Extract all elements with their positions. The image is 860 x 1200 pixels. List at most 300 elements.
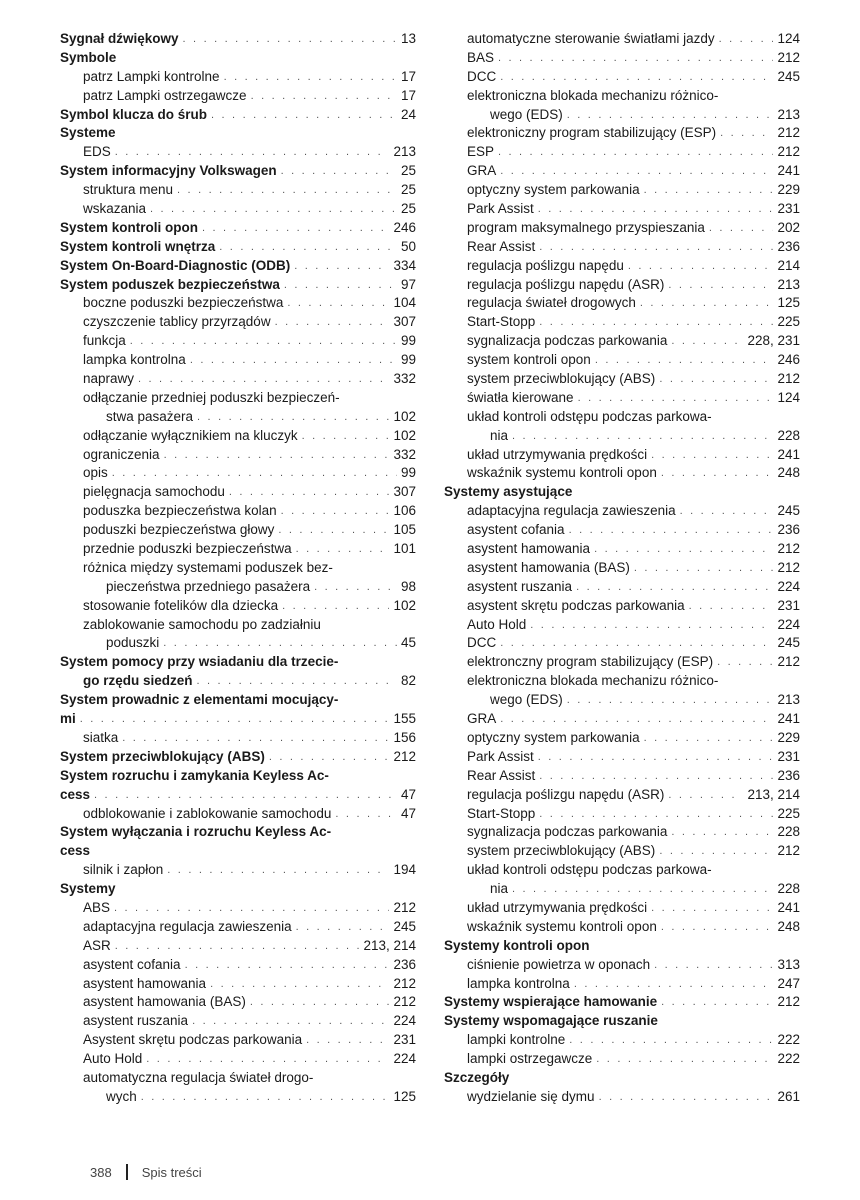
dot-leader [640, 294, 774, 313]
dot-leader [138, 370, 389, 389]
entry-page: 212 [777, 144, 800, 160]
entry-page: 213 [393, 144, 416, 160]
entry-term: układ kontroli odstępu podczas parkowa- [467, 862, 712, 878]
dot-leader [211, 106, 397, 125]
index-entry [60, 767, 416, 786]
index-entry [444, 748, 800, 767]
index-entry [60, 408, 416, 427]
entry-term: sygnalizacja podczas parkowania [467, 824, 668, 840]
entry-term: ciśnienie powietrza w oponach [467, 956, 651, 972]
index-entry [444, 464, 800, 483]
dot-leader [163, 635, 397, 654]
entry-term: Park Assist [467, 748, 534, 764]
entry-page: 17 [400, 68, 416, 84]
index-entry [60, 861, 416, 880]
dot-leader [335, 805, 397, 824]
index-entry [444, 993, 800, 1012]
entry-term: elektroniczna blokada mechanizu różnico- [467, 673, 719, 689]
index-entry [444, 181, 800, 200]
entry-term: Start-Stopp [467, 805, 536, 821]
entry-term: GRA [467, 163, 497, 179]
entry-term: Systeme [60, 125, 116, 141]
index-entry [444, 672, 800, 691]
entry-page: 245 [777, 635, 800, 651]
dot-leader [661, 464, 774, 483]
dot-leader [594, 540, 773, 559]
entry-term: naprawy [83, 371, 135, 387]
dot-leader [141, 1088, 390, 1107]
index-entry [60, 87, 416, 106]
page-footer [90, 1164, 202, 1180]
index-entry [444, 653, 800, 672]
entry-term: regulacja poślizgu napędu (ASR) [467, 786, 665, 802]
index-entry [60, 653, 416, 672]
dot-leader [197, 408, 389, 427]
entry-term: odłączanie wyłącznikiem na kluczyk [83, 427, 298, 443]
entry-page: 332 [393, 446, 416, 462]
index-entry [60, 748, 416, 767]
entry-term: boczne poduszki bezpieczeństwa [83, 295, 284, 311]
entry-page: 104 [393, 295, 416, 311]
entry-page: 125 [777, 295, 800, 311]
entry-page: 125 [393, 1088, 416, 1104]
entry-term: układ utrzymywania prędkości [467, 446, 648, 462]
index-entry [60, 313, 416, 332]
entry-page: 212 [777, 994, 800, 1010]
dot-leader [668, 786, 743, 805]
dot-leader [167, 861, 389, 880]
dot-leader [183, 30, 397, 49]
entry-page: 247 [777, 975, 800, 991]
entry-page: 98 [400, 578, 416, 594]
dot-leader [661, 993, 773, 1012]
entry-page: 50 [400, 238, 416, 254]
index-entry [444, 635, 800, 654]
dot-leader [146, 1050, 389, 1069]
entry-term: Systemy asystujące [444, 484, 573, 500]
entry-page: 231 [777, 201, 800, 216]
entry-term: asystent ruszania [467, 578, 573, 594]
dot-leader [539, 805, 773, 824]
entry-page: 212 [777, 49, 800, 65]
index-entry [444, 68, 800, 87]
index-entry [444, 540, 800, 559]
entry-term: opis [83, 465, 108, 481]
entry-page: 229 [777, 182, 800, 198]
index-entry [60, 540, 416, 559]
entry-term: ASR [83, 937, 111, 953]
dot-leader [530, 616, 773, 635]
index-entry [444, 1012, 800, 1031]
index-entry [60, 616, 416, 635]
index-entry [60, 68, 416, 87]
entry-term: ABS [83, 899, 111, 915]
index-entry [444, 370, 800, 389]
entry-page: 102 [393, 408, 416, 424]
index-entry [60, 257, 416, 276]
entry-term: elektroniczna blokada mechanizu różnico- [467, 87, 719, 103]
entry-page: 212 [393, 899, 416, 915]
index-entry [444, 483, 800, 502]
entry-page: 212 [777, 843, 800, 859]
entry-page: 241 [777, 711, 800, 727]
index-entry [60, 1031, 416, 1050]
entry-page: 99 [400, 333, 416, 349]
index-entry [60, 899, 416, 918]
dot-leader [185, 956, 390, 975]
entry-page: 13 [400, 30, 416, 46]
dot-leader [539, 238, 773, 257]
index-entry [60, 918, 416, 937]
index-entry [444, 559, 800, 578]
entry-term: Sygnał dźwiękowy [60, 30, 179, 46]
dot-leader [574, 975, 774, 994]
entry-term: lampki kontrolne [467, 1032, 566, 1048]
entry-term: odłączanie przedniej poduszki bezpieczeń- [83, 389, 340, 405]
entry-page: 105 [393, 522, 416, 538]
entry-term: wskaźnik systemu kontroli opon [467, 465, 657, 481]
dot-leader [115, 143, 390, 162]
index-column-right [444, 30, 800, 1107]
index-entry [60, 219, 416, 238]
entry-term: poduszki bezpieczeństwa głowy [83, 522, 275, 538]
entry-page: 25 [400, 182, 416, 198]
index-entry [60, 672, 416, 691]
page-number: 388 [90, 1164, 112, 1180]
entry-page: 222 [777, 1032, 800, 1048]
entry-page: 228, 231 [747, 333, 800, 349]
index-entry [444, 238, 800, 257]
entry-page: 236 [393, 956, 416, 972]
entry-term: System przeciwblokujący (ABS) [60, 748, 265, 764]
dot-leader [164, 446, 390, 465]
entry-page: 212 [777, 125, 800, 141]
entry-term: funkcja [83, 333, 126, 349]
entry-page: 228 [777, 824, 800, 840]
entry-page: 194 [393, 862, 416, 878]
entry-page: 212 [777, 371, 800, 387]
index-entry [60, 143, 416, 162]
dot-leader [654, 956, 773, 975]
index-entry [444, 162, 800, 181]
entry-page: 224 [777, 616, 800, 632]
dot-leader [500, 162, 773, 181]
entry-page: 25 [400, 201, 416, 216]
entry-term: optyczny system parkowania [467, 182, 640, 198]
dot-leader [284, 276, 397, 295]
entry-term: system przeciwblokujący (ABS) [467, 843, 656, 859]
entry-page: 212 [777, 559, 800, 575]
index-entry [444, 257, 800, 276]
index-entry [60, 332, 416, 351]
entry-term: Asystent skrętu podczas parkowania [83, 1032, 303, 1048]
entry-term: System rozruchu i zamykania Keyless Ac- [60, 767, 329, 783]
index-entry [444, 1069, 800, 1088]
dot-leader [278, 521, 389, 540]
entry-term: odblokowanie i zablokowanie samochodu [83, 805, 332, 821]
entry-term: Systemy wspierające hamowanie [444, 994, 658, 1010]
entry-term: System On-Board-Diagnostic (ODB) [60, 257, 291, 273]
entry-term: cess [60, 843, 91, 859]
index-entry [60, 124, 416, 143]
index-entry [60, 427, 416, 446]
dot-leader [512, 880, 773, 899]
index-entry [444, 691, 800, 710]
entry-term: system przeciwblokujący (ABS) [467, 371, 656, 387]
entry-page: 156 [393, 729, 416, 745]
index-entry [444, 200, 800, 219]
index-entry [444, 124, 800, 143]
entry-term: poduszki [106, 635, 160, 651]
entry-term: Symbol klucza do śrub [60, 106, 208, 122]
entry-term: System prowadnic z elementami mocujący- [60, 692, 339, 708]
dot-leader [569, 1031, 773, 1050]
index-entry [60, 842, 416, 861]
entry-term: system kontroli opon [467, 352, 591, 368]
index-entry [444, 975, 800, 994]
entry-term: zablokowanie samochodu po zadziałniu [83, 616, 321, 632]
entry-term: adaptacyjna regulacja zawieszenia [83, 918, 292, 934]
dot-leader [224, 68, 397, 87]
entry-term: lampka kontrolna [83, 352, 186, 368]
entry-page: 202 [777, 219, 800, 235]
dot-leader [599, 1088, 774, 1107]
entry-page: 313 [777, 956, 800, 972]
index-entry [444, 918, 800, 937]
dot-leader [644, 181, 774, 200]
entry-page: 224 [393, 1013, 416, 1029]
entry-page: 241 [777, 899, 800, 915]
index-entry [444, 729, 800, 748]
dot-leader [177, 181, 397, 200]
entry-term: GRA [467, 711, 497, 727]
index-entry [444, 427, 800, 446]
dot-leader [112, 464, 397, 483]
index-entry [60, 1050, 416, 1069]
entry-term: elektronczny program stabilizujący (ESP) [467, 654, 714, 670]
entry-term: Symbole [60, 49, 117, 65]
entry-page: 124 [777, 30, 800, 46]
entry-page: 228 [777, 881, 800, 897]
dot-leader [500, 710, 773, 729]
dot-leader [538, 748, 774, 767]
index-entry [444, 1031, 800, 1050]
dot-leader [192, 1012, 389, 1031]
entry-page: 101 [393, 541, 416, 557]
entry-page: 99 [400, 352, 416, 368]
dot-leader [296, 540, 390, 559]
entry-term: różnica między systemami poduszek bez- [83, 559, 333, 575]
dot-leader [569, 521, 774, 540]
index-entry [60, 956, 416, 975]
dot-leader [671, 332, 743, 351]
entry-term: System pomocy przy wsiadaniu dla trzecie- [60, 654, 339, 670]
index-entry [60, 162, 416, 181]
dot-leader [306, 1031, 389, 1050]
entry-page: 245 [777, 68, 800, 84]
index-entry [60, 786, 416, 805]
dot-leader [567, 106, 774, 125]
dot-leader [578, 389, 774, 408]
entry-term: Rear Assist [467, 238, 536, 254]
entry-term: asystent cofania [467, 522, 565, 538]
entry-page: 124 [777, 389, 800, 405]
entry-term: nia [490, 881, 509, 897]
dot-leader [644, 729, 774, 748]
entry-term: lampki ostrzegawcze [467, 1051, 593, 1067]
dot-leader [539, 313, 773, 332]
dot-leader [294, 257, 389, 276]
entry-page: 102 [393, 597, 416, 613]
index-entry [60, 238, 416, 257]
index-entry [60, 483, 416, 502]
dot-leader [80, 710, 390, 729]
index-entry [60, 710, 416, 729]
index-entry [444, 710, 800, 729]
entry-term: asystent hamowania [83, 975, 207, 991]
entry-term: System informacyjny Volkswagen [60, 163, 277, 179]
entry-term: patrz Lampki kontrolne [83, 68, 220, 84]
entry-page: 213, 214 [747, 786, 800, 802]
index-entry [444, 578, 800, 597]
index-entry [444, 30, 800, 49]
index-entry [60, 880, 416, 899]
entry-page: 236 [777, 238, 800, 254]
entry-term: wych [106, 1088, 137, 1104]
index-entry [444, 616, 800, 635]
index-entry [60, 106, 416, 125]
entry-page: 213, 214 [363, 937, 416, 953]
entry-term: układ utrzymywania prędkości [467, 899, 648, 915]
dot-leader [539, 767, 773, 786]
entry-term: BAS [467, 49, 495, 65]
index-entry [444, 937, 800, 956]
entry-term: wydzielanie się dymu [467, 1088, 595, 1104]
entry-term: System poduszek bezpieczeństwa [60, 276, 280, 292]
index-entry [60, 370, 416, 389]
entry-page: 241 [777, 446, 800, 462]
entry-term: EDS [83, 144, 111, 160]
entry-page: 231 [393, 1032, 416, 1048]
entry-term: Auto Hold [467, 616, 527, 632]
entry-term: Systemy wspomagające ruszanie [444, 1013, 658, 1029]
dot-leader [512, 427, 773, 446]
entry-page: 155 [393, 711, 416, 727]
entry-term: asystent cofania [83, 956, 181, 972]
entry-term: adaptacyjna regulacja zawieszenia [467, 503, 676, 519]
index-entry [60, 559, 416, 578]
entry-term: DCC [467, 68, 497, 84]
dot-leader [659, 842, 773, 861]
dot-leader [659, 370, 773, 389]
dot-leader [202, 219, 389, 238]
dot-leader [719, 30, 774, 49]
index-entry [444, 861, 800, 880]
entry-term: wskazania [83, 201, 147, 216]
entry-page: 47 [400, 805, 416, 821]
index-entry [60, 351, 416, 370]
index-entry [444, 408, 800, 427]
index-entry [444, 313, 800, 332]
entry-page: 246 [393, 219, 416, 235]
entry-term: mi [60, 711, 76, 727]
index-entry [444, 805, 800, 824]
index-entry [60, 49, 416, 68]
entry-term: Start-Stopp [467, 314, 536, 330]
entry-page: 241 [777, 163, 800, 179]
index-entry [60, 635, 416, 654]
index-entry [60, 276, 416, 295]
entry-term: pielęgnacja samochodu [83, 484, 225, 500]
entry-page: 212 [777, 541, 800, 557]
index-entry [444, 294, 800, 313]
dot-leader [538, 200, 774, 219]
entry-page: 212 [393, 748, 416, 764]
dot-leader [197, 672, 397, 691]
entry-term: stwa pasażera [106, 408, 194, 424]
dot-leader [596, 1050, 773, 1069]
entry-page: 236 [777, 767, 800, 783]
entry-page: 261 [777, 1088, 800, 1104]
entry-term: Systemy [60, 881, 116, 897]
dot-leader [210, 975, 389, 994]
index-entry [60, 446, 416, 465]
entry-term: czyszczenie tablicy przyrządów [83, 314, 271, 330]
entry-term: silnik i zapłon [83, 862, 164, 878]
index-entry [60, 30, 416, 49]
entry-page: 47 [400, 786, 416, 802]
dot-leader [661, 918, 774, 937]
entry-term: pieczeństwa przedniego pasażera [106, 578, 311, 594]
dot-leader [595, 351, 774, 370]
entry-page: 248 [777, 465, 800, 481]
dot-leader [567, 691, 774, 710]
index-entry [444, 880, 800, 899]
entry-term: sygnalizacja podczas parkowania [467, 333, 668, 349]
dot-leader [115, 937, 360, 956]
dot-leader [219, 238, 397, 257]
index-entry [444, 389, 800, 408]
entry-page: 225 [777, 805, 800, 821]
entry-page: 212 [393, 975, 416, 991]
index-entry [60, 578, 416, 597]
index-entry [444, 351, 800, 370]
entry-page: 212 [393, 994, 416, 1010]
entry-page: 222 [777, 1051, 800, 1067]
dot-leader [634, 559, 774, 578]
entry-term: elektroniczny program stabilizujący (ESP) [467, 125, 717, 141]
footer-divider [126, 1164, 128, 1180]
index-entry [60, 691, 416, 710]
entry-page: 99 [400, 465, 416, 481]
entry-term: siatka [83, 729, 119, 745]
dot-leader [689, 597, 774, 616]
entry-term: automatyczne sterowanie światłami jazdy [467, 30, 715, 46]
dot-leader [680, 502, 774, 521]
entry-term: System kontroli wnętrza [60, 238, 216, 254]
entry-page: 332 [393, 371, 416, 387]
index-entry [60, 823, 416, 842]
entry-term: patrz Lampki ostrzegawcze [83, 87, 247, 103]
entry-page: 214 [777, 257, 800, 273]
index-entry [444, 899, 800, 918]
entry-term: struktura menu [83, 182, 174, 198]
index-column-left [60, 30, 416, 1107]
index-entry [60, 464, 416, 483]
index-entry [60, 975, 416, 994]
index-entry [60, 1069, 416, 1088]
index-entry [60, 1088, 416, 1107]
